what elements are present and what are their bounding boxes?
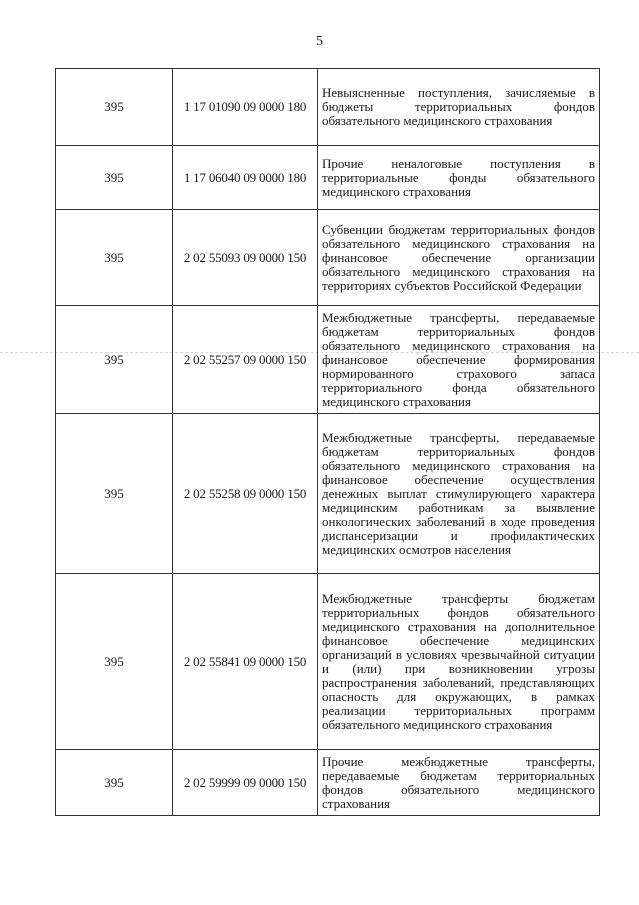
admin-code-cell: 395 <box>56 750 173 816</box>
description-text: Межбюджетные трансферты, передаваемые бюджетам территориальных фондов обязательного медицинского страхования на финансовое обеспечение осуществления денежных выплат стимулирующего характера медицинским работникам за выявление онкологических заболеваний в ходе проведения диспансеризации и профилактических медицинских осмотров населения <box>322 429 595 557</box>
table-row <box>56 69 600 146</box>
page-number: 5 <box>316 34 323 49</box>
budget-codes-table <box>55 68 600 816</box>
budget-code-cell: 1 17 06040 09 0000 180 <box>173 146 318 210</box>
admin-code-cell: 395 <box>56 574 173 750</box>
budget-code-cell: 2 02 55841 09 0000 150 <box>173 574 318 750</box>
description-cell <box>318 210 600 306</box>
description-text: Прочие неналоговые поступления в территориальные фонды обязательного медицинского страхования <box>322 155 595 199</box>
budget-code-cell: 2 02 55258 09 0000 150 <box>173 414 318 574</box>
admin-code-cell: 395 <box>56 69 173 146</box>
description-text: Прочие межбюджетные трансферты, передаваемые бюджетам территориальных фондов обязательного медицинского страхования <box>322 753 595 811</box>
description-cell <box>318 750 600 816</box>
budget-code-cell: 2 02 55093 09 0000 150 <box>173 210 318 306</box>
admin-code-cell: 395 <box>56 414 173 574</box>
admin-code-cell: 395 <box>56 210 173 306</box>
table-row <box>56 750 600 816</box>
admin-code-cell: 395 <box>56 146 173 210</box>
description-cell <box>318 146 600 210</box>
budget-code-cell: 2 02 55257 09 0000 150 <box>173 306 318 414</box>
budget-code-cell: 1 17 01090 09 0000 180 <box>173 69 318 146</box>
table-row <box>56 306 600 414</box>
description-text: Субвенции бюджетам территориальных фондов обязательного медицинского страхования на финансовое обеспечение организации обязательного медицинского страхования на территориях субъектов Российской Федерации <box>322 221 595 293</box>
budget-code-cell: 2 02 59999 09 0000 150 <box>173 750 318 816</box>
description-cell <box>318 69 600 146</box>
table-row <box>56 146 600 210</box>
description-cell <box>318 414 600 574</box>
description-text: Межбюджетные трансферты, передаваемые бюджетам территориальных фондов обязательного медицинского страхования на финансовое обеспечение формирования нормированного страхового запаса территориального фонда обязательного медицинского страхования <box>322 309 595 409</box>
description-text: Невыясненные поступления, зачисляемые в бюджеты территориальных фондов обязательного медицинского страхования <box>322 85 595 128</box>
table-row <box>56 414 600 574</box>
table-row <box>56 574 600 750</box>
description-text: Межбюджетные трансферты бюджетам территориальных фондов обязательного медицинского страхования на дополнительное финансовое обеспечение медицинских организаций в условиях чрезвычайной ситуации и (или) при возникновении угрозы распространения заболеваний, представляющих опасность для окружающих, в рамках реализации территориальных программ обязательного медицинского страхования <box>322 590 595 732</box>
table-row <box>56 210 600 306</box>
description-cell <box>318 574 600 750</box>
admin-code-cell: 395 <box>56 306 173 414</box>
description-cell <box>318 306 600 414</box>
